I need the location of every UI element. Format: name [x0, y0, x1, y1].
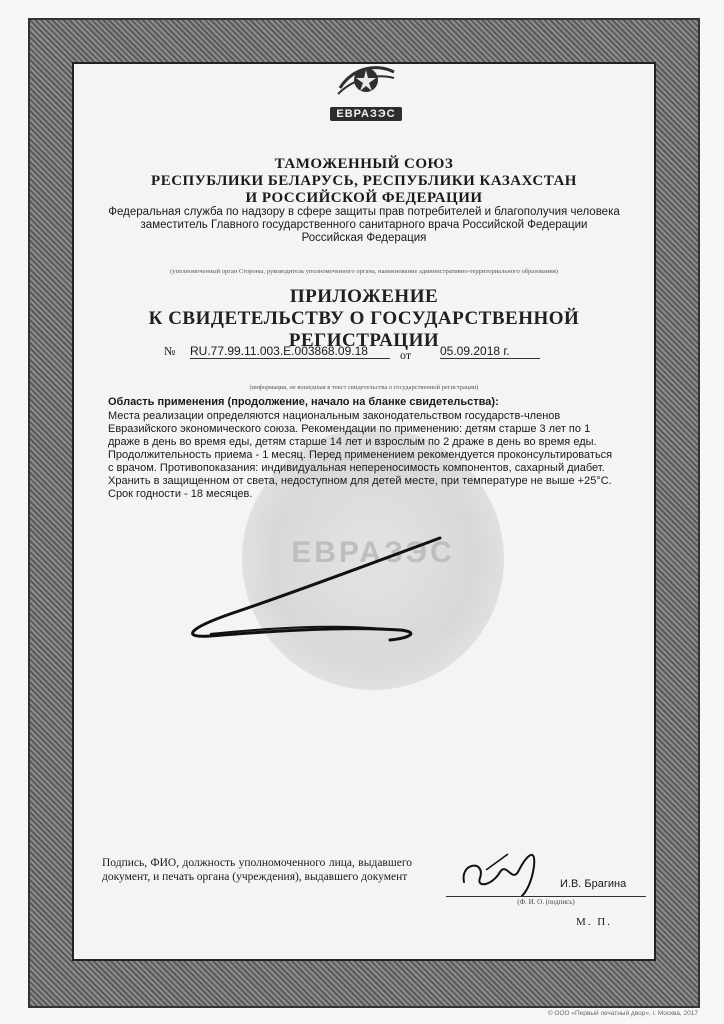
signature-caption: Подпись, ФИО, должность уполномоченного лица, выдавшего документ, и печать органа (учреждения), выдавшего документ: [102, 857, 412, 883]
scope-line: Продолжительность приема - 1 месяц. Перед применением рекомендуется проконсультироваться: [108, 449, 613, 461]
info-caption: (информация, не вошедшая в текст свидетельства о государственной регистрации): [249, 384, 479, 391]
scope-line: Евразийского экономического союза. Рекомендации по применению: детям старше 3 лет по 1: [108, 423, 591, 435]
watermark-text: ЕВРАЗЭС: [291, 536, 455, 569]
union-line: ТАМОЖЕННЫЙ СОЮЗ: [274, 156, 454, 172]
cancellation-scribble: [170, 534, 450, 654]
authority-line: Федеральная служба по надзору в сфере защиты прав потребителей и благополучия человека: [108, 206, 620, 218]
appendix-title-line: ПРИЛОЖЕНИЕ: [289, 286, 439, 307]
scope-line: Хранить в защищенном от света, недоступном для детей месте, при температуре не выше +25°С.: [108, 475, 612, 487]
scope-of-application: [108, 396, 648, 501]
scope-line: Места реализации определяются национальным законодательством государств-членов: [108, 410, 561, 422]
printer-imprint: © ООО «Первый печатный двор», г. Москва, 2017: [547, 1010, 698, 1017]
globe-emblem-icon: [336, 62, 396, 104]
registration-line: [164, 344, 510, 362]
authority-line: заместитель Главного государственного санитарного врача Российской Федерации: [140, 219, 588, 231]
signature-line: [446, 896, 646, 897]
certificate-sheet: [72, 62, 656, 961]
stamp-place-label: М. П.: [576, 916, 612, 928]
scope-heading: Область применения (продолжение, начало на бланке свидетельства):: [108, 396, 499, 408]
number-label: №: [164, 344, 176, 358]
authority-caption: (уполномоченный орган Стороны, руководитель уполномоченного органа, наименование административно-территориального образования): [170, 268, 558, 275]
date-label: от: [400, 348, 412, 362]
registration-number: RU.77.99.11.003.E.003868.09.18: [190, 344, 390, 359]
authority-line: Российская Федерация: [301, 232, 427, 244]
eurasec-logo: [314, 62, 418, 130]
fio-caption: (Ф. И. О. (подпись): [517, 898, 575, 906]
appendix-title-line: К СВИДЕТЕЛЬСТВУ О ГОСУДАРСТВЕННОЙ РЕГИСТРАЦИИ: [148, 308, 580, 351]
customs-union-title: [74, 156, 654, 207]
scope-line: с врачом. Противопоказания: индивидуальная непереносимость компонентов, сахарный диабет.: [108, 462, 605, 474]
union-line: И РОССИЙСКОЙ ФЕДЕРАЦИИ: [245, 190, 483, 206]
union-line: РЕСПУБЛИКИ БЕЛАРУСЬ, РЕСПУБЛИКИ КАЗАХСТАН: [151, 173, 577, 189]
appendix-title: [74, 286, 654, 352]
scope-line: Срок годности - 18 месяцев.: [108, 488, 253, 500]
logo-text: ЕВРАЗЭС: [330, 107, 401, 121]
handwritten-signature: [456, 842, 566, 898]
registration-date: 05.09.2018 г.: [440, 344, 540, 359]
signer-name: И.В. Брагина: [560, 878, 627, 890]
issuing-authority: [74, 206, 654, 245]
scope-line: драже в день во время еды, детям старше 14 лет и взрослым по 2 драже в день во время еды.: [108, 436, 597, 448]
